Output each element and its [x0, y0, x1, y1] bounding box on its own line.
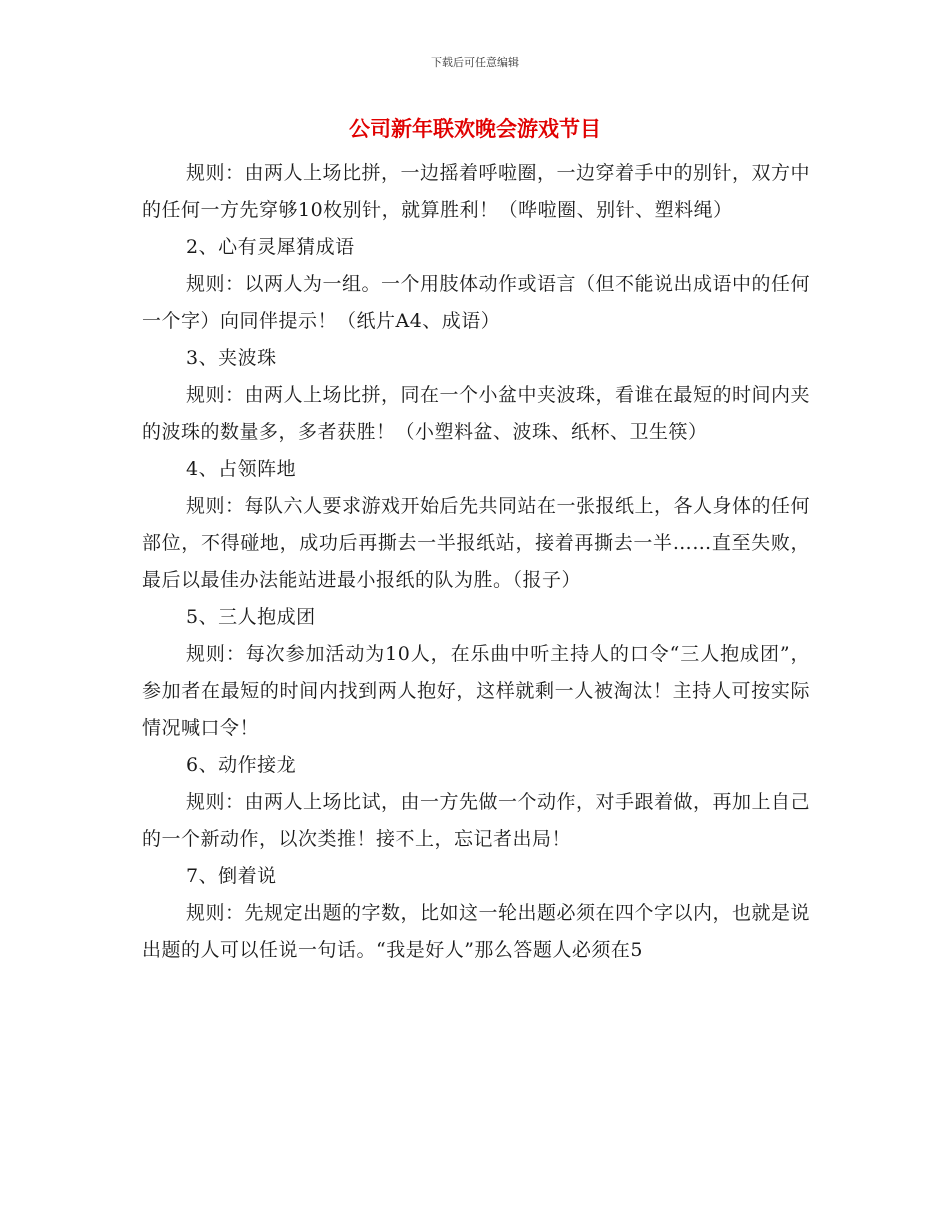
paragraph-rule-7: 规则：先规定出题的字数，比如这一轮出题必须在四个字以内，也就是说出题的人可以任说一句话。“我是好人”那么答题人必须在5: [142, 902, 811, 961]
paragraph-rule-3: 规则：由两人上场比拼，同在一个小盆中夹波珠，看谁在最短的时间内夹的波珠的数量多，多者获胜！（小塑料盆、波珠、纸杯、卫生筷）: [142, 384, 811, 443]
paragraph-rule-2: 规则：以两人为一组。一个用肢体动作或语言（但不能说出成语中的任何一个字）向同伴提示！（纸片A4、成语）: [142, 273, 811, 332]
heading-game-7: 7、倒着说: [186, 865, 277, 887]
heading-game-6: 6、动作接龙: [186, 754, 297, 776]
paragraph-rule-4: 规则：每队六人要求游戏开始后先共同站在一张报纸上，各人身体的任何部位，不得碰地，成功后再撕去一半报纸站，接着再撕去一半……直至失败，最后以最佳办法能站进最小报纸的队为胜。（报子）: [142, 495, 811, 591]
heading-game-5: 5、三人抱成团: [186, 606, 316, 628]
header-note: 下载后可任意编辑: [431, 56, 519, 69]
document-body: [142, 155, 810, 969]
heading-game-4: 4、占领阵地: [186, 458, 297, 480]
paragraph-rule-1: 规则：由两人上场比拼，一边摇着呼啦圈，一边穿着手中的别针，双方中的任何一方先穿够10枚别针，就算胜利！（哗啦圈、别针、塑料绳）: [142, 162, 811, 221]
paragraph-rule-6: 规则：由两人上场比试，由一方先做一个动作，对手跟着做，再加上自己的一个新动作，以次类推！接不上，忘记者出局！: [142, 791, 811, 850]
page-title: 公司新年联欢晚会游戏节目: [349, 117, 601, 141]
paragraph-rule-5: 规则：每次参加活动为10人，在乐曲中听主持人的口令“三人抱成团”，参加者在最短的时间内找到两人抱好，这样就剩一人被淘汰！主持人可按实际情况喊口令！: [142, 643, 810, 739]
heading-game-2: 2、心有灵犀猜成语: [186, 236, 355, 258]
heading-game-3: 3、夹波珠: [186, 347, 277, 369]
